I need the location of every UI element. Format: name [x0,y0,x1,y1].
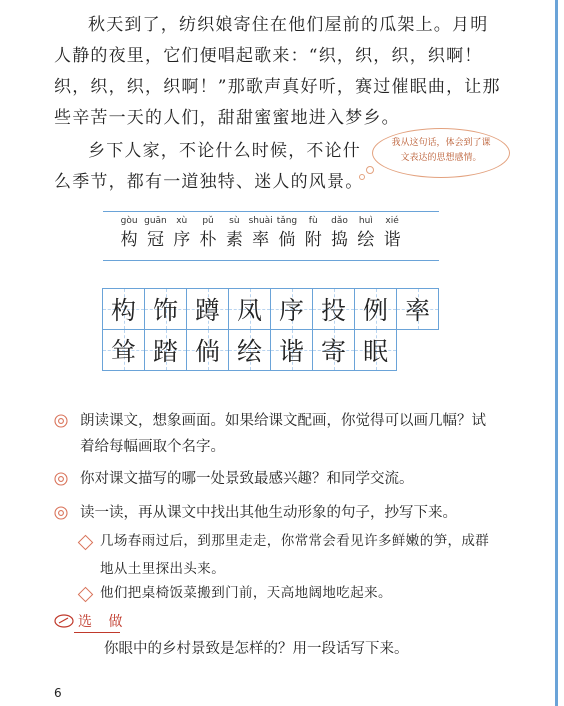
flower-icon [54,414,68,428]
pinyin-text: guān [144,216,167,226]
pinyin-text: xié [385,216,399,226]
hanzi-text: 谐 [383,230,401,250]
pinyin-text: pǔ [202,216,214,226]
thought-bubble-dot [366,166,374,174]
writing-grid-cell [228,288,271,330]
pinyin-word [221,214,247,252]
writing-char: 率 [404,296,430,325]
writing-grid-cell [144,329,187,371]
pinyin-word [195,214,221,252]
hanzi-text: 冠 [146,230,164,250]
writing-grid-row-2 [102,329,438,370]
optional-task-label: 选 做 [78,614,129,630]
hanzi-text: 率 [252,230,270,250]
writing-grid-cell [186,288,229,330]
writing-grid-cell [144,288,187,330]
writing-char: 投 [320,296,346,325]
pinyin-word [353,214,379,252]
hanzi-text: 素 [225,230,243,250]
optional-task-underline [74,632,120,633]
optional-task-text: 你眼中的乡村景致是怎样的？用一段话写下来。 [104,641,409,657]
writing-char: 寄 [320,337,346,366]
hanzi-text: 绘 [357,230,375,250]
writing-char: 绘 [236,337,262,366]
pencil-icon [54,614,74,628]
writing-grid-row-1 [102,288,438,329]
example-sentence-1: 几场春雨过后，到那里走走，你常常会看见许多鲜嫩的笋，成群地从土里探出头来。 [100,533,490,577]
writing-char: 蹲 [194,296,220,325]
pinyin-text: shuài [248,216,273,226]
example-sentence-2: 他们把桌椅饭菜搬到门前，天高地阔地吃起来。 [100,585,392,601]
writing-char: 构 [110,296,136,325]
writing-grid-cell [396,288,439,330]
pinyin-word [169,214,195,252]
hanzi-text: 朴 [199,230,217,250]
flower-icon [54,472,68,486]
pinyin-text: fù [308,216,318,226]
hanzi-text: 倘 [278,230,296,250]
writing-grid-cell [228,329,271,371]
thought-bubble-text: 我从这句话，体会到了课文表达的思想感情。 [391,138,491,163]
pinyin-word [379,214,405,252]
writing-char: 例 [362,296,388,325]
thought-bubble-dot [359,174,365,180]
passage-paragraph-1: 秋天到了，纺织娘寄住在他们屋前的瓜架上。月明人静的夜里，它们便唱起歌来：“织，织，织，织啊！织，织，织，织啊！”那歌声真好听，赛过催眠曲，让那些辛苦一天的人们，甜甜蜜蜜地进入梦乡。 [54,15,501,128]
writing-char: 饰 [152,296,178,325]
writing-grid-cell [102,329,145,371]
writing-char: 眠 [362,337,388,366]
task-2-text: 你对课文描写的哪一处景致最感兴趣？和同学交流。 [80,471,414,487]
pinyin-word [300,214,326,252]
writing-grid [102,288,438,370]
pinyin-word [116,214,142,252]
writing-char: 凤 [236,296,262,325]
pinyin-word [326,214,352,252]
writing-char: 序 [278,296,304,325]
hanzi-text: 序 [173,230,191,250]
pinyin-word [247,214,273,252]
task-3-text: 读一读，再从课文中找出其他生动形象的句子，抄写下来。 [80,505,457,521]
writing-grid-cell [312,288,355,330]
writing-grid-cell [312,329,355,371]
pinyin-text: tǎng [276,216,298,226]
writing-char: 踏 [152,337,178,366]
hanzi-text: 构 [120,230,138,250]
writing-grid-cell [270,288,313,330]
pinyin-word-row [116,214,405,252]
writing-grid-cell [186,329,229,371]
writing-char: 倘 [194,337,220,366]
pinyin-word [274,214,300,252]
page-number: 6 [54,686,62,700]
pinyin-text: sù [229,216,240,226]
writing-char: 谐 [278,337,304,366]
pinyin-text: huì [358,216,373,226]
passage-paragraph-2: 乡下人家，不论什么时候，不论什么季节，都有一道独特、迷人的风景。 [54,141,364,192]
pinyin-text: gòu [120,216,138,226]
flower-icon [54,506,68,520]
pinyin-text: dǎo [331,216,348,226]
pinyin-text: xù [176,216,188,226]
hanzi-text: 捣 [331,230,349,250]
task-1-text: 朗读课文，想象画面。如果给课文配画，你觉得可以画几幅？试着给每幅画取个名字。 [80,413,486,455]
writing-grid-cell [354,288,397,330]
writing-char: 耸 [110,337,136,366]
writing-grid-cell [102,288,145,330]
pinyin-word [142,214,168,252]
writing-grid-cell [354,329,397,371]
hanzi-text: 附 [304,230,322,250]
writing-grid-cell [270,329,313,371]
